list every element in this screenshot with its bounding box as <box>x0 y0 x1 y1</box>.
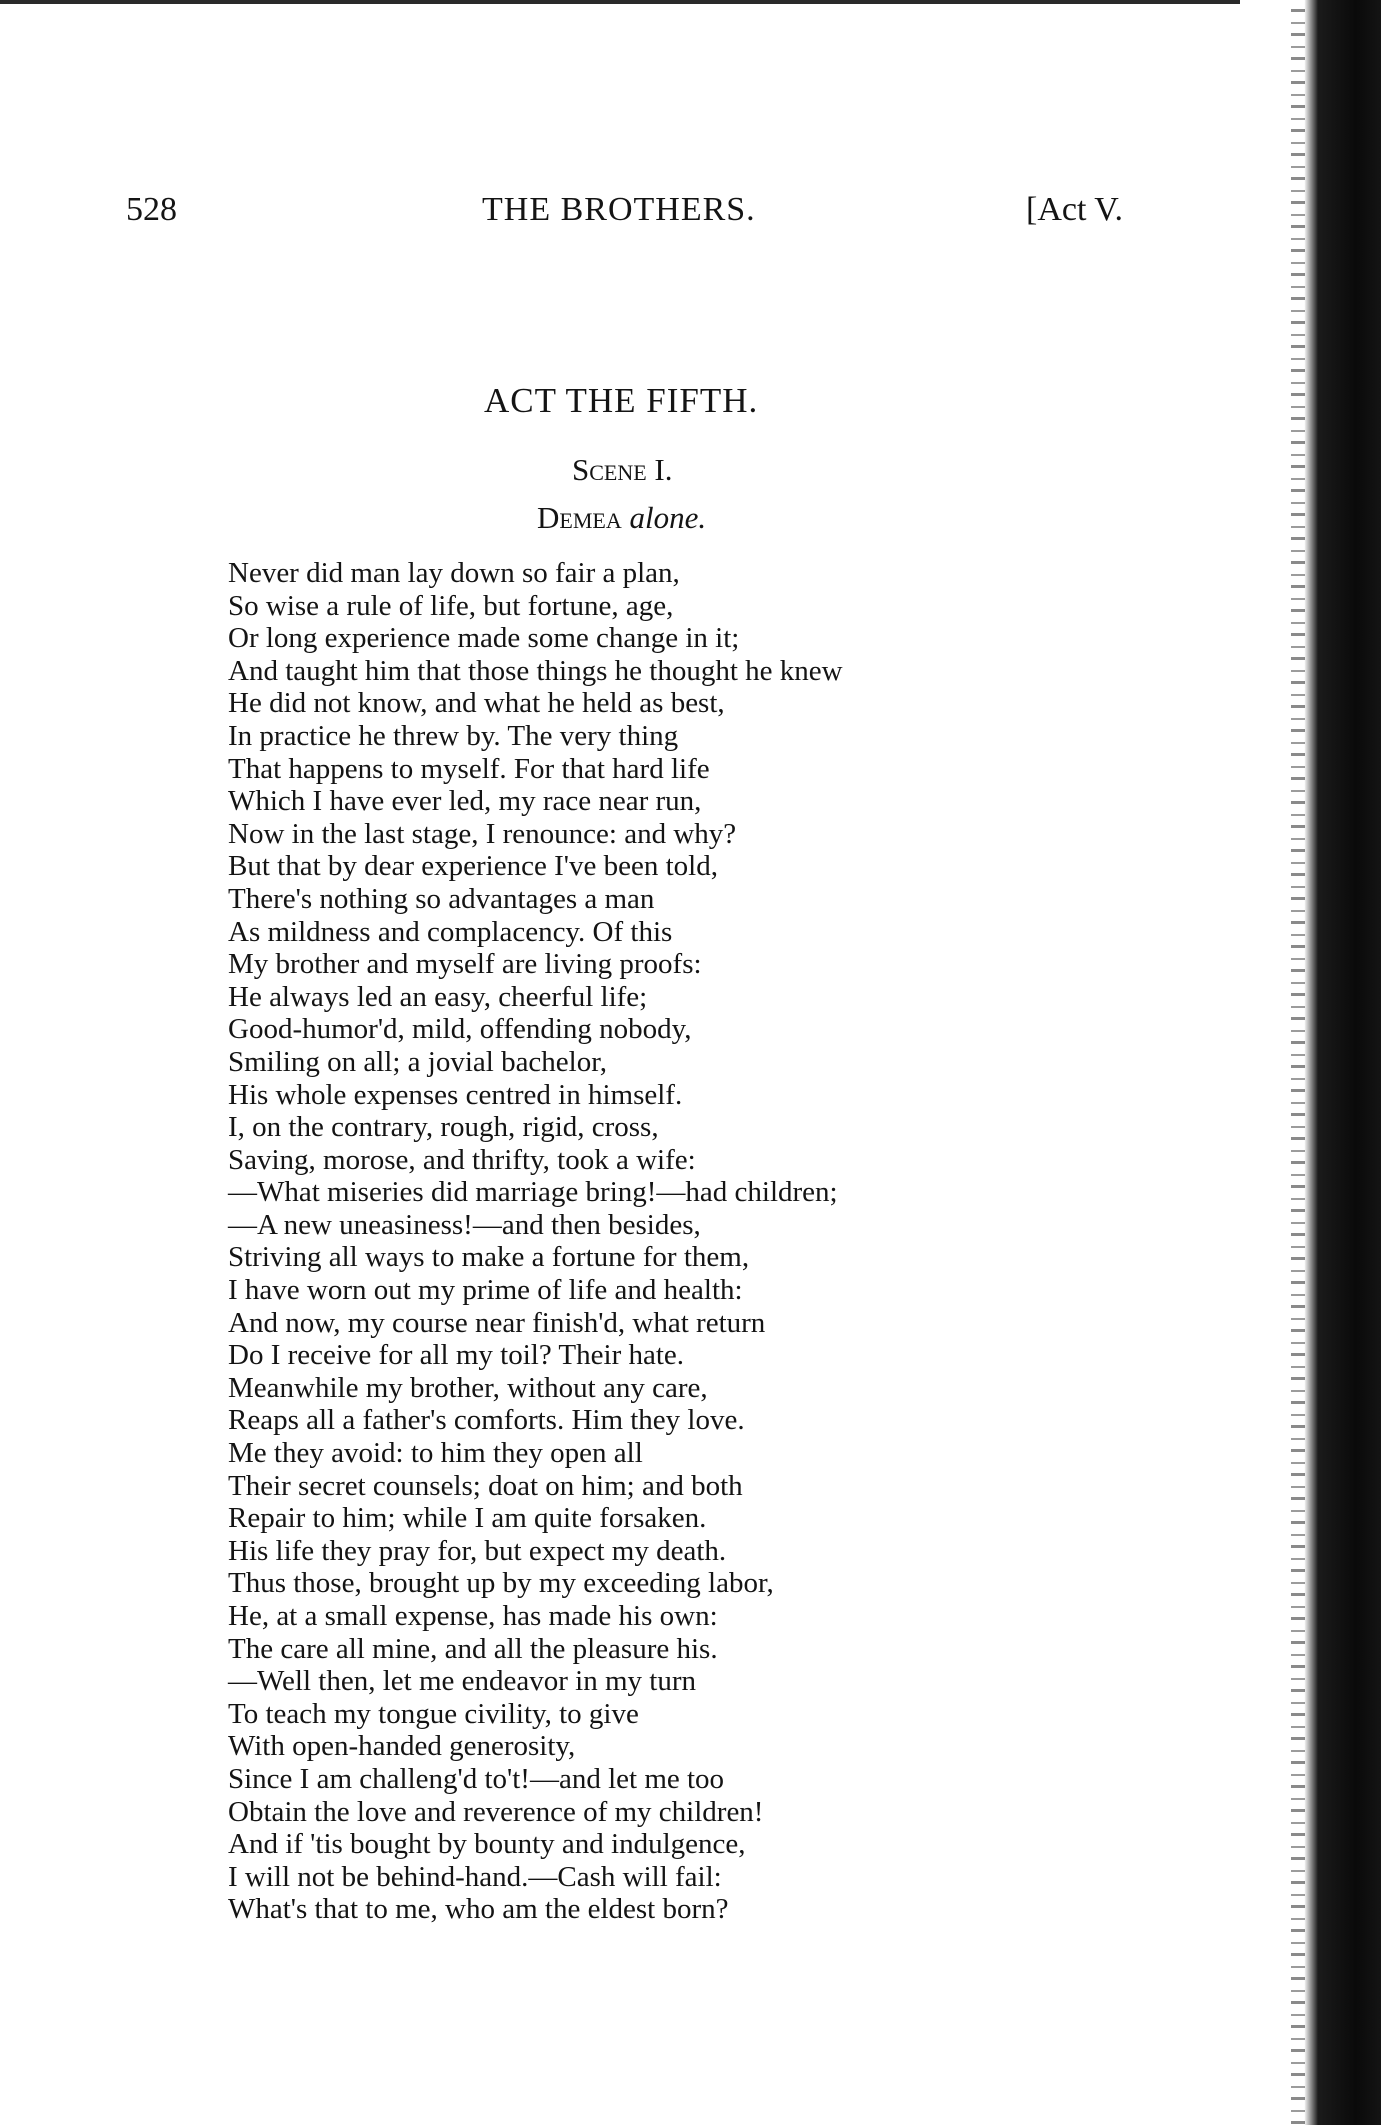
verse-line: And if 'tis bought by bounty and indulgence, <box>228 1828 746 1861</box>
verse-line: —Well then, let me endeavor in my turn <box>228 1665 696 1698</box>
verse-line: What's that to me, who am the eldest born? <box>228 1893 729 1926</box>
book-spine-shadow <box>1296 0 1381 2125</box>
verse-line: Reaps all a father's comforts. Him they love. <box>228 1404 745 1437</box>
verse-line: Since I am challeng'd to't!—and let me too <box>228 1762 725 1795</box>
verse-line: Striving all ways to make a fortune for them, <box>228 1241 750 1274</box>
verse-line: Obtain the love and reverence of my children! <box>228 1795 764 1828</box>
stage-direction: alone. <box>629 500 707 535</box>
act-marker: [Act V. <box>1026 191 1123 228</box>
speaker-heading <box>537 496 706 540</box>
act-title: ACT THE FIFTH. <box>484 381 759 420</box>
verse-line: Smiling on all; a jovial bachelor, <box>228 1045 607 1078</box>
verse-line: In practice he threw by. The very thing <box>228 719 679 752</box>
running-title: THE BROTHERS. <box>482 191 756 228</box>
verse-line: There's nothing so advantages a man <box>228 882 655 915</box>
verse-line: I have worn out my prime of life and health: <box>228 1274 743 1307</box>
scene-heading: Scene I. <box>572 452 673 487</box>
verse-line: He, at a small expense, has made his own: <box>228 1600 718 1632</box>
verse-line: That happens to myself. For that hard life <box>228 752 710 785</box>
verse-line: With open-handed generosity, <box>228 1730 576 1763</box>
speaker-name: Demea <box>537 500 622 535</box>
verse-line: I will not be behind-hand.—Cash will fail: <box>228 1860 722 1893</box>
verse-line: Good-humor'd, mild, offending nobody, <box>228 1013 692 1046</box>
verse-line: Do I receive for all my toil? Their hate. <box>228 1339 685 1372</box>
verse-line: Now in the last stage, I renounce: and why? <box>228 817 737 850</box>
verse-line: He did not know, and what he held as best, <box>228 687 725 720</box>
verse-line: And now, my course near finish'd, what return <box>228 1306 766 1339</box>
verse-line: As mildness and complacency. Of this <box>228 915 673 948</box>
verse-line: My brother and myself are living proofs: <box>228 948 702 981</box>
page-number: 528 <box>126 191 177 228</box>
verse-passage <box>228 557 1128 1926</box>
verse-line: Never did man lay down so fair a plan, <box>228 557 680 589</box>
verse-line: His life they pray for, but expect my death. <box>228 1534 727 1567</box>
verse-line: And taught him that those things he thought he knew <box>228 654 843 687</box>
verse-line: His whole expenses centred in himself. <box>228 1078 683 1111</box>
verse-line: Me they avoid: to him they open all <box>228 1437 643 1470</box>
running-header <box>126 186 1146 234</box>
verse-line: Thus those, brought up by my exceeding labor, <box>228 1567 774 1600</box>
verse-line: Or long experience made some change in it; <box>228 622 740 655</box>
verse-line: Which I have ever led, my race near run, <box>228 785 702 818</box>
verse-line: Repair to him; while I am quite forsaken. <box>228 1502 707 1535</box>
verse-line: —What miseries did marriage bring!—had children; <box>228 1176 838 1209</box>
verse-line: But that by dear experience I've been told, <box>228 850 718 883</box>
page-top-edge <box>0 0 1240 4</box>
verse-line: —A new uneasiness!—and then besides, <box>228 1208 701 1241</box>
verse-line: To teach my tongue civility, to give <box>228 1697 639 1730</box>
page-edge-texture <box>1291 0 1305 2125</box>
verse-line: The care all mine, and all the pleasure his. <box>228 1632 718 1665</box>
verse-line: He always led an easy, cheerful life; <box>228 980 648 1013</box>
verse-line: I, on the contrary, rough, rigid, cross, <box>228 1111 659 1144</box>
verse-line: So wise a rule of life, but fortune, age, <box>228 589 674 622</box>
verse-line: Their secret counsels; doat on him; and both <box>228 1469 743 1502</box>
verse-line: Meanwhile my brother, without any care, <box>228 1371 708 1404</box>
verse-line: Saving, morose, and thrifty, took a wife: <box>228 1143 696 1176</box>
